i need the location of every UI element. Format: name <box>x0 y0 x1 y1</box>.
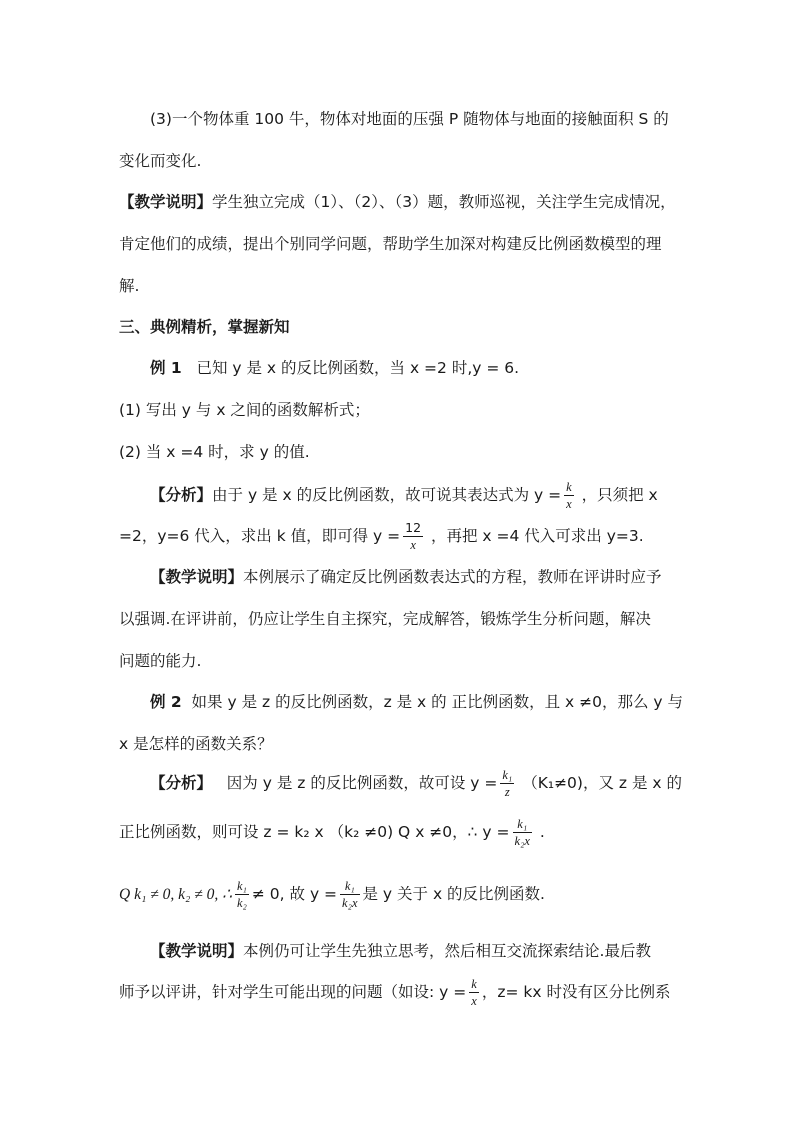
text: ，只须把 x <box>581 486 658 504</box>
analysis-tag: 【分析】 <box>150 774 213 792</box>
teaching-note-tag: 【教学说明】 <box>119 193 213 211</box>
question-line: (1) 写出 y 与 x 之间的函数解析式； <box>119 401 370 419</box>
paragraph-line <box>119 191 676 213</box>
example-tag: 例 1 <box>150 359 182 377</box>
analysis-line <box>150 763 682 803</box>
example-line <box>150 691 683 713</box>
text: ，再把 x =4 代入可求出 y=3. <box>431 527 644 545</box>
paragraph-line: 变化而变化. <box>119 152 202 170</box>
analysis-line <box>119 872 545 917</box>
teaching-note-tag: 【教学说明】 <box>150 568 244 586</box>
paragraph-line <box>119 972 670 1012</box>
analysis-line <box>119 516 644 556</box>
text: 本例仍可让学生先独立思考，然后相互交流探索结论.最后教 <box>243 942 651 960</box>
text: 学生独立完成（1）、（2）、（3）题，教师巡视，关注学生完成情况， <box>212 193 676 211</box>
paragraph-line <box>150 566 662 588</box>
text: （K₁≠0)，又 z 是 x 的 <box>522 774 682 792</box>
fraction: $\frac{k}{x}$ <box>566 479 572 511</box>
example-line: x 是怎样的函数关系？ <box>119 735 273 753</box>
paragraph-line: 解. <box>119 277 140 295</box>
question-line: (2) 当 x =4 时，求 y 的值. <box>119 443 310 461</box>
analysis-tag: 【分析】 <box>150 486 213 504</box>
paragraph-line: 以强调.在评讲前，仍应让学生自主探究，完成解答，锻炼学生分析问题，解决 <box>119 610 651 628</box>
paragraph-line: 问题的能力. <box>119 652 202 670</box>
example-line <box>150 357 519 379</box>
paragraph-line <box>150 940 651 962</box>
text: 是 y 关于 x 的反比例函数. <box>362 885 545 903</box>
text: . <box>539 823 545 841</box>
text: 已知 y 是 x 的反比例函数，当 x =2 时,y = 6. <box>196 359 520 377</box>
text: 正比例函数，则可设 z = k₂ x （k₂ ≠0) Q x ≠0，∴ y = <box>119 823 510 841</box>
text: ≠ 0, 故 y = <box>251 885 338 903</box>
fraction: $\frac{\text{k₁}}{z}$ <box>502 767 513 799</box>
analysis-line <box>150 475 658 515</box>
text: 因为 y 是 z 的反比例函数，故可设 y = <box>226 774 498 792</box>
fraction: $\frac{12}{x}$ <box>405 519 422 552</box>
text: 本例展示了确定反比例函数表达式的方程，教师在评讲时应予 <box>243 568 662 586</box>
fraction: $\frac{\text{k₁}}{\text{k₂}}$ <box>236 878 247 910</box>
text: 师予以评讲，针对学生可能出现的问题（如设: y = <box>119 983 467 1001</box>
fraction: $\frac{\text{k₁}}{\text{k₂x}}$ <box>514 816 530 848</box>
text: 如果 y 是 z 的反比例函数，z 是 x 的 正比例函数，且 x ≠0，那么 y 与 <box>191 693 683 711</box>
text: Q k₁ ≠ 0, k₂ ≠ 0, ∴ <box>119 886 232 903</box>
fraction: $\frac{k}{x}$ <box>471 976 477 1008</box>
text: 由于 y 是 x 的反比例函数，故可说其表达式为 y = <box>212 486 562 504</box>
text: ，z= kx 时没有区分比例系 <box>481 983 671 1001</box>
paragraph-line: 肯定他们的成绩，提出个别同学问题，帮助学生加深对构建反比例函数模型的理 <box>119 235 662 253</box>
paragraph-line: (3)一个物体重 100 牛，物体对地面的压强 P 随物体与地面的接触面积 S 的 <box>150 110 669 128</box>
teaching-note-tag: 【教学说明】 <box>150 942 244 960</box>
fraction: $\frac{\text{k₁}}{\text{k₂x}}$ <box>342 878 358 910</box>
example-tag: 例 2 <box>150 693 182 711</box>
text: =2，y=6 代入，求出 k 值，即可得 y = <box>119 527 401 545</box>
section-heading: 三、典例精析，掌握新知 <box>119 318 290 336</box>
analysis-line <box>119 812 545 852</box>
